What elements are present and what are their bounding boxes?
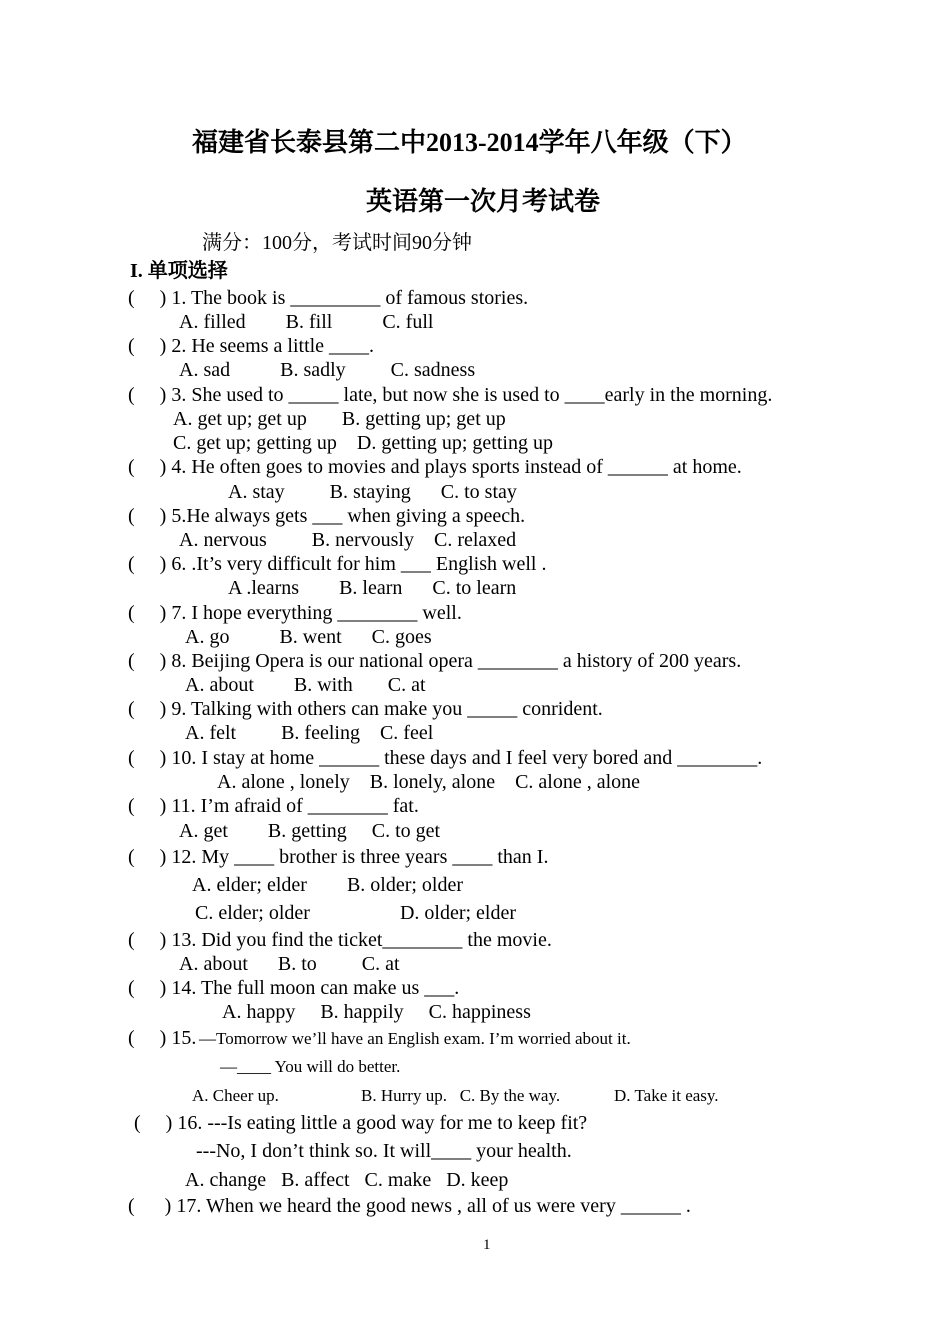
exam-title-line1: 福建省长泰县第二中2013-2014学年八年级（下） (192, 128, 747, 157)
question-line: ( ) 10. I stay at home ______ these days and I feel very bored and ________. (128, 747, 763, 769)
section-heading: I. 单项选择 (130, 260, 228, 282)
options-line: A. filled B. fill C. full (179, 311, 434, 333)
question-line: ( ) 7. I hope everything ________ well. (128, 602, 462, 624)
question-line: ( ) 2. He seems a little ____. (128, 335, 375, 357)
dialogue-line: —____ You will do better. (220, 1057, 401, 1076)
question-line: ( ) 17. When we heard the good news , all of us were very ______ . (128, 1195, 691, 1217)
question-line: ( ) 8. Beijing Opera is our national opera ________ a history of 200 years. (128, 650, 742, 672)
dialogue-line: —Tomorrow we’ll have an English exam. I’m worried about it. (199, 1029, 631, 1048)
question-line: ( ) 5.He always gets ___ when giving a speech. (128, 505, 526, 527)
exam-title-line2: 英语第一次月考试卷 (366, 187, 601, 216)
options-line: A. nervous B. nervously C. relaxed (179, 529, 517, 551)
question-line: ( ) 6. .It’s very difficult for him ___ English well . (128, 553, 547, 575)
options-line: A. get B. getting C. to get (179, 820, 441, 842)
question-line: ( ) 1. The book is _________ of famous stories. (128, 287, 529, 309)
options-line: A. felt B. feeling C. feel (185, 722, 434, 744)
question-line: ( ) 12. My ____ brother is three years ____ than I. (128, 846, 549, 868)
exam-meta: 满分：100分，考试时间90分钟 (202, 232, 472, 254)
options-line: C. get up; getting up D. getting up; getting up (173, 432, 553, 454)
question-line: ( ) 11. I’m afraid of ________ fat. (128, 795, 419, 817)
question-line: ( ) 13. Did you find the ticket________ the movie. (128, 929, 552, 951)
question-line: ( ) 16. ---Is eating little a good way for me to keep fit? (134, 1112, 588, 1134)
options-line: D. Take it easy. (614, 1086, 719, 1105)
options-line: C. elder; older D. older; elder (195, 902, 517, 924)
options-line: A. about B. with C. at (185, 674, 426, 696)
options-line: B. Hurry up. C. By the way. (361, 1086, 561, 1105)
options-line: A. change B. affect C. make D. keep (185, 1169, 509, 1191)
options-line: A. about B. to C. at (179, 953, 400, 975)
options-line: A. stay B. staying C. to stay (228, 481, 517, 503)
dialogue-line: ---No, I don’t think so. It will____ your health. (196, 1140, 572, 1162)
options-line: A. alone , lonely B. lonely, alone C. alone , alone (217, 771, 641, 793)
question-line: ( ) 15. (128, 1027, 197, 1049)
options-line: A. happy B. happily C. happiness (222, 1001, 531, 1023)
question-line: ( ) 14. The full moon can make us ___. (128, 977, 460, 999)
options-line: A. go B. went C. goes (185, 626, 432, 648)
options-line: A .learns B. learn C. to learn (228, 577, 517, 599)
question-line: ( ) 9. Talking with others can make you _____ conrident. (128, 698, 603, 720)
options-line: A. sad B. sadly C. sadness (179, 359, 476, 381)
options-line: A. Cheer up. (192, 1086, 279, 1105)
question-line: ( ) 4. He often goes to movies and plays sports instead of ______ at home. (128, 456, 742, 478)
page-number: 1 (483, 1237, 491, 1253)
question-line: ( ) 3. She used to _____ late, but now she is used to ____early in the morning. (128, 384, 773, 406)
options-line: A. get up; get up B. getting up; get up (173, 408, 506, 430)
options-line: A. elder; elder B. older; older (192, 874, 464, 896)
